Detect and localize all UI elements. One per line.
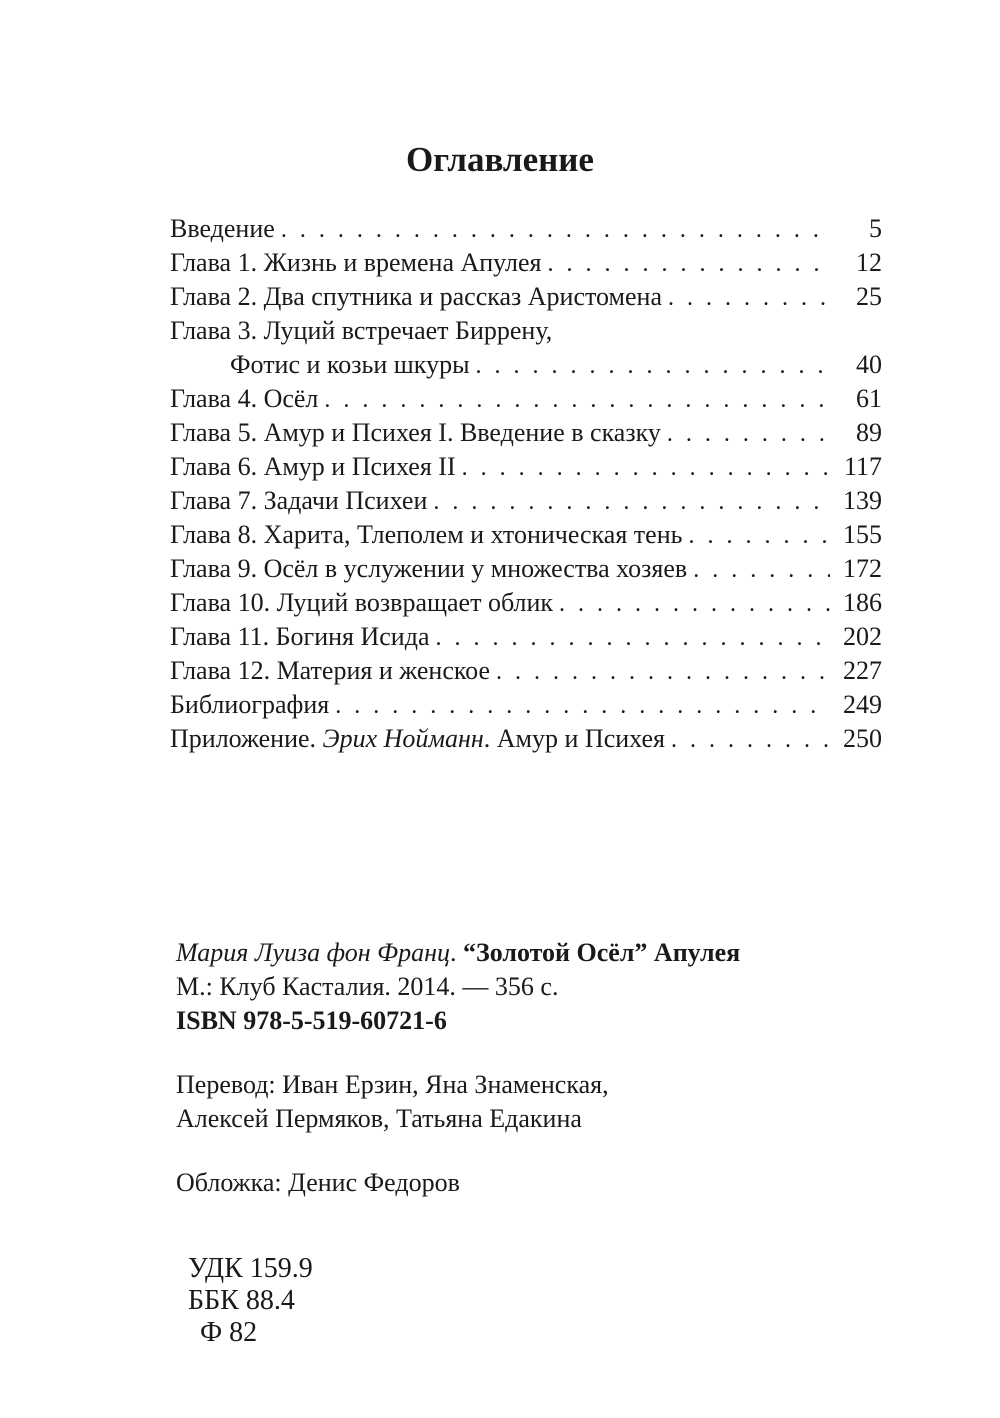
imprint-separator: .: [450, 938, 463, 967]
toc-entry: [170, 246, 882, 280]
page-title: Оглавление: [406, 140, 594, 179]
toc-entry-page: 5: [869, 214, 882, 243]
toc-entry-page: 139: [843, 486, 882, 515]
dot-leader: [324, 383, 830, 417]
toc-entry: [170, 314, 882, 348]
toc-entry-page: 12: [856, 248, 882, 277]
toc-entry-page: 61: [856, 384, 882, 413]
toc-entry: [170, 688, 882, 722]
bbk-code: ББК 88.4: [188, 1285, 295, 1316]
dot-leader: [671, 723, 830, 757]
toc-entry: [170, 416, 882, 450]
bibliographic-imprint: [176, 936, 876, 1038]
toc-entry: [170, 586, 882, 620]
dot-leader: [667, 417, 830, 451]
toc-entry: [170, 212, 882, 246]
appendix-author: Эрих Нойманн: [322, 724, 484, 753]
toc-entry-prefix: Приложение.: [170, 724, 323, 753]
toc-entry-page: 249: [843, 690, 882, 719]
toc-entry-page: 117: [843, 452, 882, 481]
toc-entry-page: 172: [843, 554, 882, 583]
toc-entry: [170, 280, 882, 314]
udk-code: УДК 159.9: [188, 1253, 313, 1284]
toc-entry: [170, 382, 882, 416]
dot-leader: [668, 281, 830, 315]
toc-entry-title: Глава 2. Два спутника и рассказ Аристомена: [170, 282, 662, 311]
toc-entry-page: 89: [856, 418, 882, 447]
imprint-author-title: [176, 936, 876, 970]
toc-entry: [170, 620, 882, 654]
dot-leader: [688, 519, 830, 553]
translation-line-2: Алексей Пермяков, Татьяна Едакина: [176, 1104, 582, 1133]
toc-entry-title: Глава 10. Луций возвращает облик: [170, 588, 554, 617]
toc-entry-page: 40: [856, 350, 882, 379]
translation-credits: [176, 1068, 876, 1136]
dot-leader: [496, 655, 830, 689]
dot-leader: [462, 451, 830, 485]
toc-entry: [170, 654, 882, 688]
author-mark: Ф 82: [200, 1317, 258, 1348]
toc-entry-title: Глава 3. Луций встречает Биррену,: [170, 316, 553, 345]
dot-leader: [335, 689, 830, 723]
toc-entry: [170, 552, 882, 586]
toc-entry: [170, 722, 882, 756]
toc-entry-title: Глава 11. Богиня Исида: [170, 622, 430, 651]
imprint-publication: М.: Клуб Касталия. 2014. — 356 с.: [176, 972, 559, 1001]
toc-entry: [170, 518, 882, 552]
toc-entry-page: 250: [843, 724, 882, 753]
toc-entry-title: Глава 9. Осёл в услужении у множества хозяев: [170, 554, 688, 583]
toc-entry-title: Глава 6. Амур и Психея II: [170, 452, 456, 481]
translation-line-1: Перевод: Иван Ерзин, Яна Знаменская,: [176, 1070, 609, 1099]
classification-codes: [188, 1253, 313, 1349]
toc-entry-page: 155: [843, 520, 882, 549]
toc-entry-title: Библиография: [170, 690, 330, 719]
toc-entry-continuation: [170, 348, 882, 382]
imprint-author: Мария Луиза фон Франц: [176, 938, 450, 967]
table-of-contents: [170, 212, 882, 756]
toc-entry: [170, 484, 882, 518]
dot-leader: [693, 553, 830, 587]
imprint-title: “Золотой Осёл” Апулея: [463, 938, 741, 967]
toc-entry: [170, 450, 882, 484]
toc-entry-title-continuation: Фотис и козьи шкуры: [230, 350, 470, 379]
toc-entry-page: 186: [843, 588, 882, 617]
dot-leader: [433, 485, 830, 519]
dot-leader: [476, 349, 830, 383]
toc-entry-title: Глава 8. Харита, Тлеполем и хтоническая тень: [170, 520, 683, 549]
dot-leader: [559, 587, 830, 621]
imprint-isbn: ISBN 978-5-519-60721-6: [176, 1006, 447, 1035]
toc-entry-title: [170, 722, 665, 756]
toc-entry-title: Глава 12. Материя и женское: [170, 656, 491, 685]
toc-entry-page: 25: [856, 282, 882, 311]
toc-entry-title: Введение: [170, 214, 275, 243]
toc-entry-title: Глава 7. Задачи Психеи: [170, 486, 428, 515]
toc-entry-page: 227: [843, 656, 882, 685]
toc-entry-title: Глава 1. Жизнь и времена Апулея: [170, 248, 542, 277]
toc-entry-suffix: . Амур и Психея: [483, 724, 666, 753]
toc-entry-page: 202: [843, 622, 882, 651]
dot-leader: [281, 213, 830, 247]
cover-credit: Обложка: Денис Федоров: [176, 1168, 460, 1197]
dot-leader: [435, 621, 830, 655]
toc-entry-title: Глава 5. Амур и Психея I. Введение в сказку: [170, 418, 661, 447]
toc-entry-title: Глава 4. Осёл: [170, 384, 319, 413]
dot-leader: [548, 247, 830, 281]
